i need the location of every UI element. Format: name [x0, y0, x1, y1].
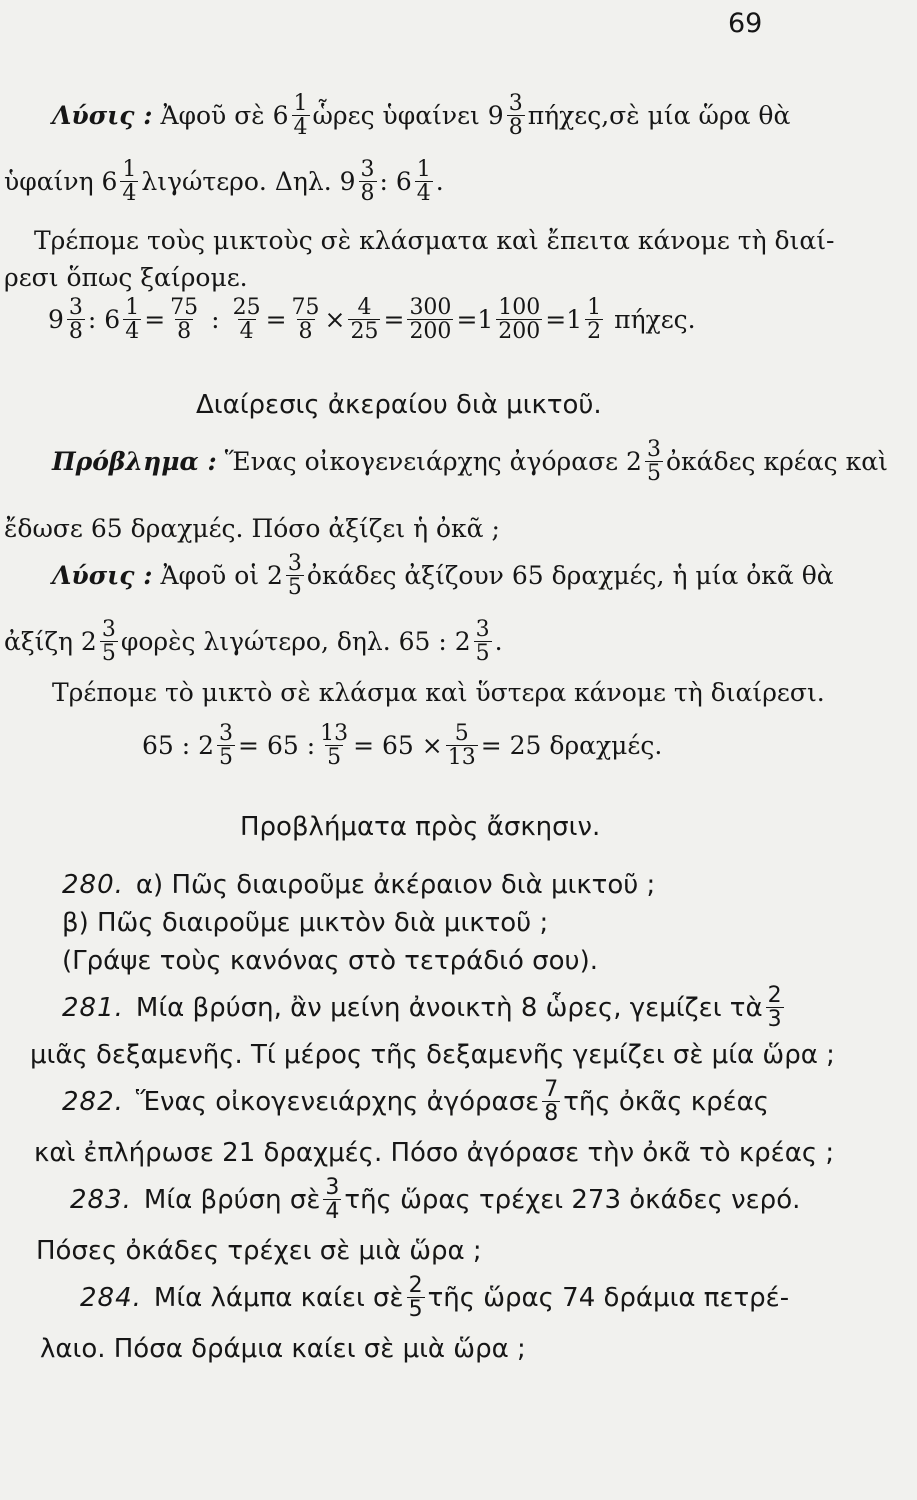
- fraction: $\frac{4}{25}$: [350, 295, 379, 345]
- sol1-equation: 9 3 8 : 6 $\frac{1}{4}$ = $\frac{75}{8}$ : $\frac{25}{4}$ = $\frac{75}{8}$ × $\frac{4}{25}$ = $\frac{300}{200}$ = 1 $\frac{100}{200}$ = 1 1 2 πήχες.: [48, 295, 696, 345]
- sol2-equation: 65 : 2 $\frac{3}{5}$ = 65 : $\frac{13}{5}$ = 65 × $\frac{5}{13}$ = 25 δραχμές.: [142, 721, 663, 771]
- fraction: 7 8: [544, 1077, 559, 1127]
- fraction: 1 4: [293, 91, 308, 141]
- exercise-281-line2: μιᾶς δεξαμενῆς. Τί μέρος τῆς δεξαμενῆς γεμίζει σὲ μία ὥρα ;: [30, 1040, 835, 1070]
- solution-label: Λύσις :: [52, 101, 153, 131]
- exercise-number: 283.: [70, 1184, 132, 1215]
- fraction: $\frac{1}{4}$: [125, 295, 140, 345]
- exercise-282-line1: 282. Ἕνας οἰκογενειάρχης ἀγόρασε 7 8 τῆς ὀκᾶς κρέας: [62, 1077, 770, 1127]
- fraction: 3 5: [646, 437, 661, 487]
- exercise-number: 284.: [80, 1282, 142, 1313]
- fraction: $\frac{25}{4}$: [232, 295, 261, 345]
- exercise-280-line2: β) Πῶς διαιροῦμε μικτὸν διὰ μικτοῦ ;: [62, 908, 549, 938]
- sol1-line1: Λύσις : Ἀφοῦ σὲ 6 1 4 ὧρες ὑφαίνει 9 3 8 πήχες,σὲ μία ὥρα θὰ: [52, 91, 791, 141]
- fraction: $\frac{13}{5}$: [320, 721, 349, 771]
- exercise-283-line1: 283. Μία βρύση σὲ 3 4 τῆς ὥρας τρέχει 273 ὀκάδες νερό.: [70, 1175, 801, 1225]
- fraction: 3 8: [68, 295, 83, 345]
- fraction: $\frac{100}{200}$: [498, 295, 541, 345]
- fraction: 2 3: [767, 983, 782, 1033]
- exercise-number: 280.: [62, 870, 124, 900]
- sol1-line4: ρεσι ὅπως ξαίρομε.: [4, 263, 248, 292]
- fraction: $\frac{300}{200}$: [409, 295, 452, 345]
- exercise-280-line3: (Γράψε τοὺς κανόνας στὸ τετράδιό σου).: [62, 946, 598, 976]
- exercise-281-line1: 281. Μία βρύση, ἂν μείνη ἀνοικτὴ 8 ὧρες, γεμίζει τὰ 2 3: [62, 983, 782, 1033]
- exercise-283-line2: Πόσες ὀκάδες τρέχει σὲ μιὰ ὥρα ;: [36, 1236, 482, 1266]
- sol1-line3: Τρέπομε τοὺς μικτοὺς σὲ κλάσματα καὶ ἔπειτα κάνομε τὴ διαί-: [34, 226, 835, 255]
- exercise-280-line1: 280. α) Πῶς διαιροῦμε ἀκέραιον διὰ μικτοῦ ;: [62, 870, 656, 900]
- fraction: $\frac{75}{8}$: [291, 295, 320, 345]
- fraction: 1 4: [416, 157, 431, 207]
- page-number: 69: [728, 8, 763, 39]
- fraction: $\frac{3}{5}$: [219, 721, 234, 771]
- fraction: 3 8: [508, 91, 523, 141]
- problem-label: Πρόβλημα :: [52, 447, 217, 477]
- fraction: 3 5: [101, 617, 116, 667]
- sol2-line1: Λύσις : Ἀφοῦ οἱ 2 3 5 ὀκάδες ἀξίζουν 65 δραχμές, ἡ μία ὀκᾶ θὰ: [52, 551, 834, 601]
- exercise-number: 281.: [62, 992, 124, 1023]
- exercise-284-line1: 284. Μία λάμπα καίει σὲ 2 5 τῆς ὥρας 74 δράμια πετρέ-: [80, 1273, 790, 1323]
- problem-line2: ἔδωσε 65 δραχμές. Πόσο ἀξίζει ἡ ὀκᾶ ;: [4, 514, 500, 543]
- sol2-line2: ἀξίζη 2 3 5 φορὲς λιγώτερο, δηλ. 65 : 2 3 5 .: [4, 617, 503, 667]
- fraction: 3 5: [475, 617, 490, 667]
- fraction: $\frac{75}{8}$: [170, 295, 199, 345]
- exercise-282-line2: καὶ ἐπλήρωσε 21 δραχμές. Πόσο ἀγόρασε τὴν ὀκᾶ τὸ κρέας ;: [34, 1138, 835, 1168]
- fraction: 3 4: [325, 1175, 340, 1225]
- fraction: $\frac{5}{13}$: [447, 721, 476, 771]
- fraction: 3 5: [287, 551, 302, 601]
- section-heading-2: Προβλήματα πρὸς ἄσκησιν.: [240, 812, 601, 842]
- sol2-line3: Τρέπομε τὸ μικτὸ σὲ κλάσμα καὶ ὕστερα κάνομε τὴ διαίρεσι.: [52, 678, 825, 707]
- sol1-line2: ὑφαίνη 6 1 4 λιγώτερο. Δηλ. 9 3 8 : 6 1 4 .: [4, 157, 444, 207]
- fraction: 1 2: [587, 295, 602, 345]
- fraction: 3 8: [360, 157, 375, 207]
- fraction: 2 5: [408, 1273, 423, 1323]
- fraction: 1 4: [122, 157, 137, 207]
- section-heading-1: Διαίρεσις ἀκεραίου διὰ μικτοῦ.: [196, 390, 602, 420]
- solution-label: Λύσις :: [52, 561, 153, 591]
- problem-line1: Πρόβλημα : Ἕνας οἰκογενειάρχης ἀγόρασε 2 3 5 ὀκάδες κρέας καὶ: [52, 437, 888, 487]
- exercise-number: 282.: [62, 1086, 124, 1117]
- exercise-284-line2: λαιο. Πόσα δράμια καίει σὲ μιὰ ὥρα ;: [40, 1334, 526, 1364]
